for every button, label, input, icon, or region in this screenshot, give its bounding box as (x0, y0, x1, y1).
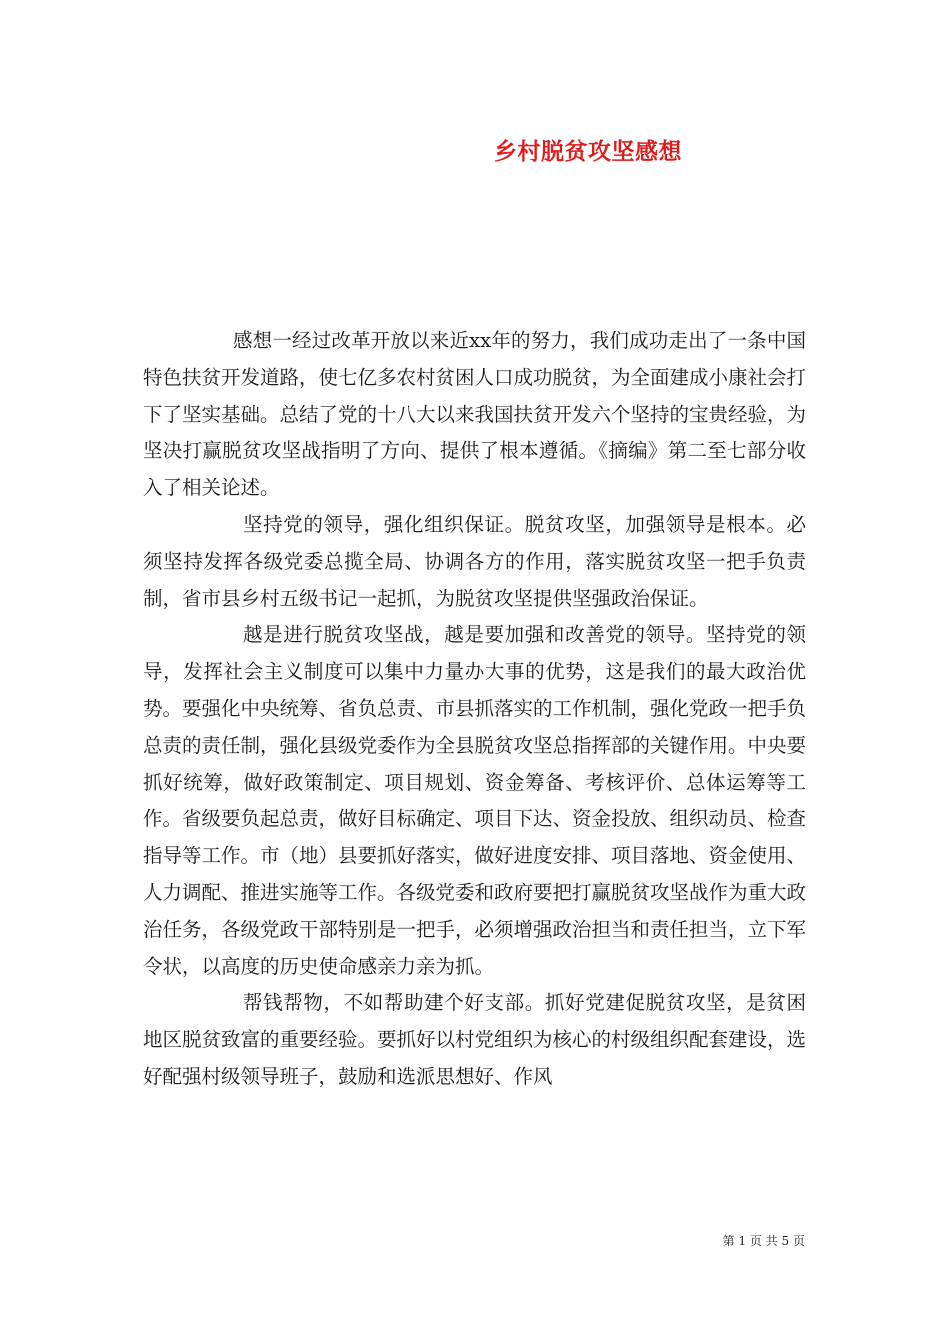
paragraph-1: 感想一经过改革开放以来近xx年的努力，我们成功走出了一条中国特色扶贫开发道路，使七亿多农村贫困人口成功脱贫，为全面建成小康社会打下了坚实基础。总结了党的十八大以来我国扶贫开发六个坚持的宝贵经验，为坚决打赢脱贫攻坚战指明了方向、提供了根本遵循。《摘编》第二至七部分收入了相关论述。 (143, 329, 807, 500)
document-title: 乡村脱贫攻坚感想 (494, 139, 682, 165)
paragraph-3: 越是进行脱贫攻坚战，越是要加强和改善党的领导。坚持党的领导，发挥社会主义制度可以集中力量办大事的优势，这是我们的最大政治优势。要强化中央统筹、省负总责、市县抓落实的工作机制，强化党政一把手负总责的责任制，强化县级党委作为全县脱贫攻坚总指挥部的关键作用。中央要抓好统筹，做好政策制定、项目规划、资金筹备、考核评价、总体运筹等工作。省级要负起总责，做好目标确定、项目下达、资金投放、组织动员、检查指导等工作。市（地）县要抓好落实，做好进度安排、项目落地、资金使用、人力调配、推进实施等工作。各级党委和政府要把打赢脱贫攻坚战作为重大政治任务，各级党政干部特别是一把手，必须增强政治担当和责任担当，立下军令状，以高度的历史使命感亲力亲为抓。 (143, 623, 807, 978)
page-footer: 第 1 页 共 5 页 (722, 1234, 805, 1248)
document-body (143, 323, 806, 1096)
paragraph-2: 坚持党的领导，强化组织保证。脱贫攻坚，加强领导是根本。必须坚持发挥各级党委总揽全局、协调各方的作用，落实脱贫攻坚一把手负责制，省市县乡村五级书记一起抓，为脱贫攻坚提供坚强政治保证。 (143, 512, 806, 610)
paragraph-4: 帮钱帮物，不如帮助建个好支部。抓好党建促脱贫攻坚，是贫困地区脱贫致富的重要经验。要抓好以村党组织为核心的村级组织配套建设，选好配强村级领导班子，鼓励和选派思想好、作风 (143, 991, 807, 1088)
